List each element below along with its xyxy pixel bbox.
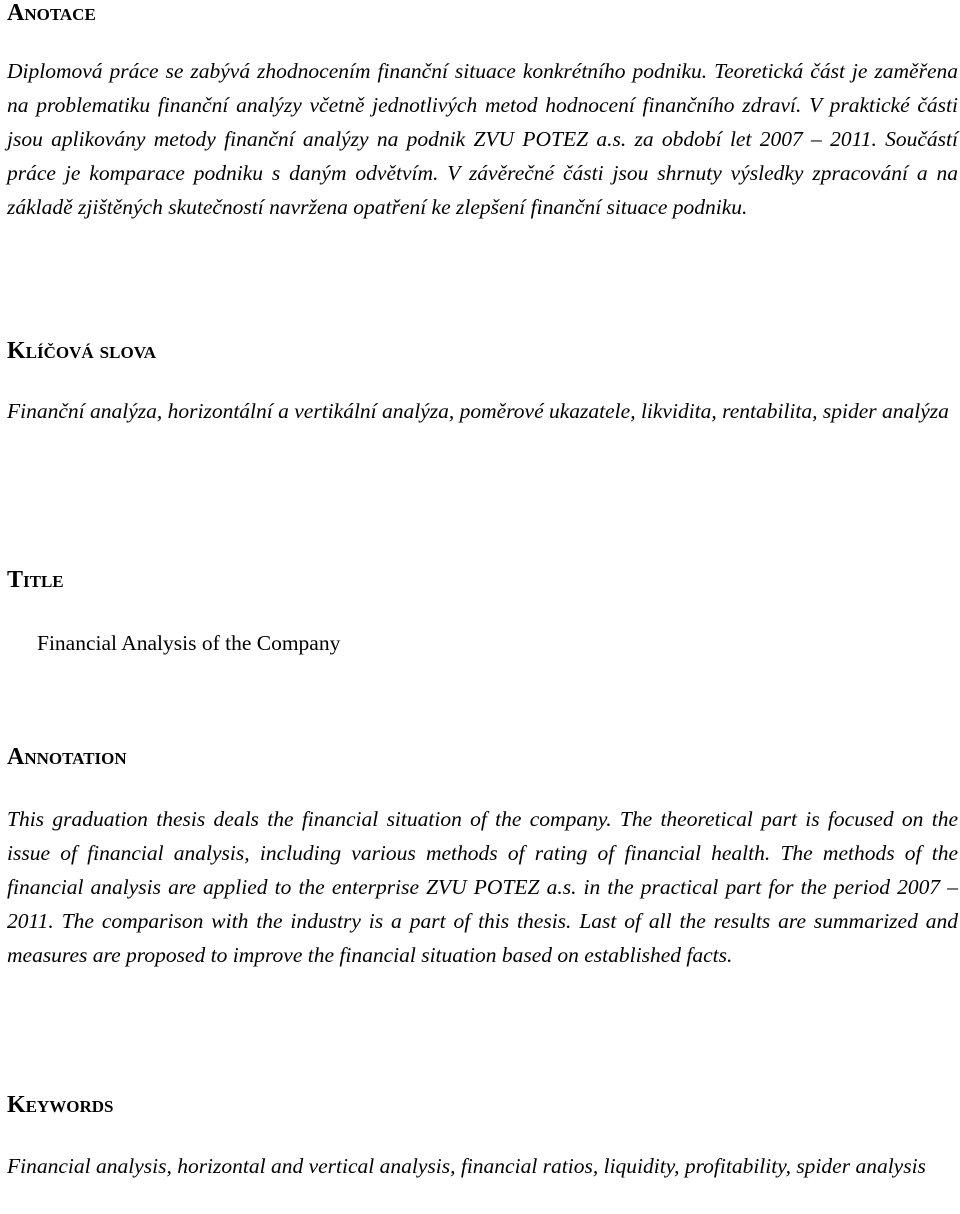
anotace-heading: Anotace [7, 0, 96, 26]
title-heading: Title [7, 567, 64, 593]
klicova-slova-heading: Klíčová slova [7, 338, 157, 364]
title-text: Financial Analysis of the Company [37, 631, 341, 655]
annotation-heading: Annotation [7, 744, 127, 770]
annotation-text: This graduation thesis deals the financial situation of the company. The theoretical part is focused on the issue of financial analysis, including various methods of rating of financial health. The methods of the financial analysis are applied to the enterprise ZVU POTEZ a.s. in the practical part for the period 2007 – 2011. The comparison with the industry is a part of this thesis. Last of all the results are summarized and measures are proposed to improve the financial situation based on established facts. [7, 807, 958, 967]
keywords-text: Financial analysis, horizontal and vertical analysis, financial ratios, liquidity, profitability, spider analysis [7, 1154, 926, 1178]
anotace-text: Diplomová práce se zabývá zhodnocením finanční situace konkrétního podniku. Teoretická část je zaměřena na problematiku finanční analýzy včetně jednotlivých metod hodnocení finančního zdraví. V praktické části jsou aplikovány metody finanční analýzy na podnik ZVU POTEZ a.s. za období let 2007 – 2011. Součástí práce je komparace podniku s daným odvětvím. V závěrečné části jsou shrnuty výsledky zpracování a na základě zjištěných skutečností navržena opatření ke zlepšení finanční situace podniku. [7, 59, 958, 219]
klicova-slova-text: Finanční analýza, horizontální a vertikální analýza, poměrové ukazatele, likvidita, rentabilita, spider analýza [7, 399, 949, 423]
keywords-heading: Keywords [7, 1092, 114, 1118]
